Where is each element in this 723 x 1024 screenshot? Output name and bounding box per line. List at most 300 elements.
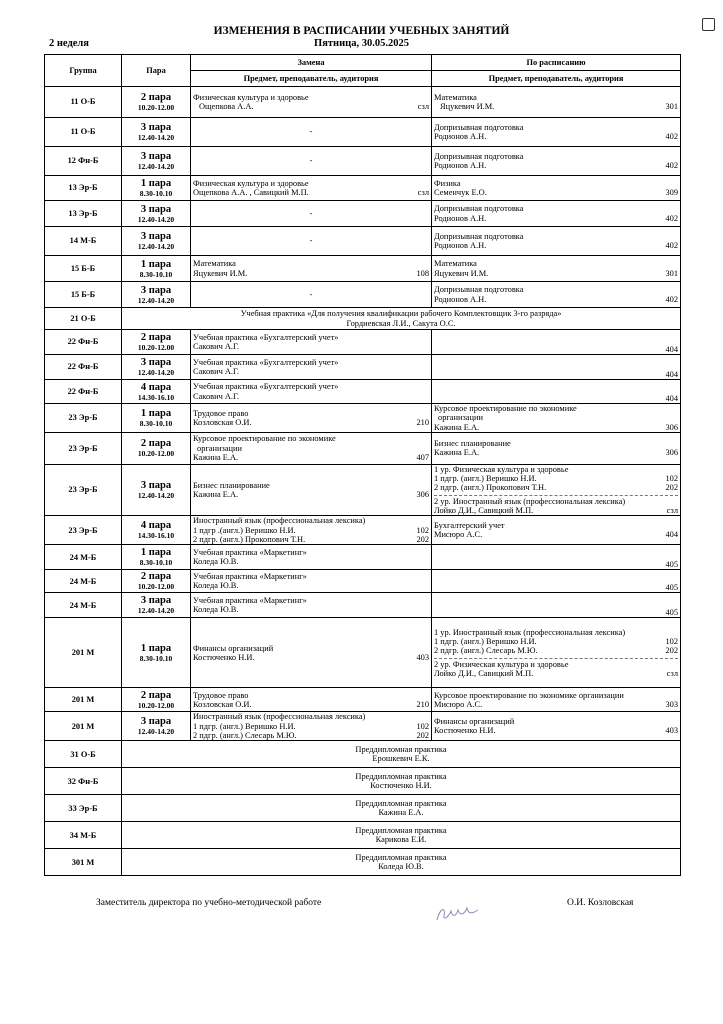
replacement-cell [191, 516, 432, 545]
subgroup-line-room: 202 [665, 483, 678, 493]
no-replacement-dash: - [309, 289, 313, 299]
group-cell: 13 Эр-Б [45, 201, 122, 227]
lesson-subject: Курсовое проектирование по экономике [434, 404, 577, 413]
pair-time: 8.30-10.10 [139, 558, 173, 568]
group-cell: 23 Эр-Б [45, 464, 122, 515]
pair-cell [122, 147, 191, 176]
pair-number: 2 пара [140, 438, 172, 450]
teacher-line [434, 161, 678, 170]
schedule-row [45, 118, 681, 147]
schedule-row [45, 516, 681, 545]
pair-number: 2 пара [140, 689, 172, 701]
group-cell: 32 Фн-Б [45, 768, 122, 795]
practice-teachers: Карикова Е.И. [375, 835, 427, 845]
schedule-row [45, 545, 681, 570]
subgroup-line-room: 102 [416, 721, 429, 731]
teacher-line-room: сзл [417, 102, 429, 111]
replacement-cell [191, 176, 432, 201]
original-cell [432, 432, 681, 464]
teacher-line [193, 557, 429, 566]
pair-number: 3 пара [140, 231, 172, 242]
teacher-line [434, 345, 678, 354]
pair-cell [122, 201, 191, 227]
group-cell: 33 Эр-Б [45, 795, 122, 822]
teacher-line-text: Родионов А.Н. [434, 132, 487, 141]
teacher-line [434, 214, 678, 223]
subgroup-line-text: 2 пдгр. (англ.) Слесарь М.Ю. [434, 646, 538, 656]
replacement-cell [191, 118, 432, 147]
merged-practice-cell [122, 849, 681, 876]
original-cell [432, 201, 681, 227]
pair-cell [122, 330, 191, 355]
teacher-line-text: Семенчук Е.О. [434, 188, 487, 197]
pair-cell [122, 593, 191, 618]
practice-title: Преддипломная практика [355, 825, 447, 835]
pair-time: 12.40-14.20 [137, 295, 175, 305]
col-schedule-subheader: Предмет, преподаватель, аудитория [432, 71, 681, 87]
teacher-line-room: 306 [665, 448, 678, 458]
teacher-line-text: Мисюро А.С. [434, 530, 483, 540]
group-cell: 22 Фн-Б [45, 355, 122, 380]
lesson-subject-cont: организации [438, 413, 483, 423]
lesson-subject: Физическая культура и здоровье [193, 92, 309, 102]
teacher-line [434, 102, 678, 111]
replacement-cell [191, 380, 432, 404]
subgroup-line-text: 2 пдгр. (англ.) Прокопович Т.Н. [193, 535, 306, 545]
pair-number: 4 пара [140, 520, 172, 532]
col-change-header: Замена [191, 55, 432, 71]
lesson-subject: Допризывная подготовка [434, 285, 524, 295]
teacher-line [434, 394, 678, 403]
teacher-line [193, 653, 429, 662]
lesson-subject: Допризывная подготовка [434, 204, 524, 214]
teacher-line [434, 132, 678, 141]
pair-time: 12.40-14.20 [137, 491, 175, 501]
teacher-line-text: Родионов А.Н. [434, 161, 487, 170]
schedule-row [45, 464, 681, 515]
lesson-subject: Учебная практика «Бухгалтерский учет» [193, 332, 339, 342]
teacher-line-text: Яцукевич И.М. [440, 102, 495, 111]
schedule-row [45, 712, 681, 741]
col-change-subheader: Предмет, преподаватель, аудитория [191, 71, 432, 87]
lesson-subject: Курсовое проектирование по экономике [193, 434, 336, 444]
teacher-line-text: Козловская О.И. [193, 417, 252, 427]
original-cell [432, 355, 681, 380]
subgroup-line [434, 483, 678, 492]
pair-cell [122, 87, 191, 118]
lesson-subject: Иностранный язык (профессиональная лексика) [193, 516, 366, 526]
teacher-line [434, 423, 678, 432]
group-cell: 34 М-Б [45, 822, 122, 849]
divider [434, 495, 678, 496]
pair-number: 3 пара [140, 151, 172, 162]
teacher-line-room: 402 [665, 294, 678, 304]
no-replacement-dash: - [309, 127, 313, 137]
group-cell: 31 О-Б [45, 741, 122, 768]
original-cell [432, 118, 681, 147]
replacement-cell [191, 464, 432, 515]
teacher-line-text: Яцукевич И.М. [193, 268, 248, 278]
subgroup-line-room: 202 [416, 730, 429, 740]
lesson-subject: Физическая культура и здоровье [193, 178, 309, 188]
subgroup-line-room: 102 [416, 525, 429, 535]
original-cell [432, 256, 681, 282]
schedule-row [45, 741, 681, 768]
day-date: Пятница, 30.05.2025 [314, 38, 409, 49]
teacher-line-room: 309 [665, 188, 678, 197]
lesson-subject: Бизнес планирование [434, 439, 511, 449]
teacher-line-text: Сакович А.Г. [193, 342, 240, 351]
teacher-line-room: 402 [665, 241, 678, 250]
lesson-subject: Финансы организаций [193, 643, 274, 653]
teacher-line-text: Кажина Е.А. [434, 448, 480, 458]
lesson-subject: Финансы организаций [434, 717, 515, 727]
schedule-row [45, 849, 681, 876]
lesson-subject: Учебная практика «Бухгалтерский учет» [193, 382, 339, 392]
schedule-row [45, 593, 681, 618]
lesson-subject: Математика [434, 259, 477, 269]
pair-cell [122, 282, 191, 308]
pair-cell [122, 355, 191, 380]
subgroup-line-text: 1 пдгр. (англ.) Веришко Н.И. [434, 636, 537, 646]
replacement-cell [191, 87, 432, 118]
teacher-line-room: 407 [416, 453, 429, 463]
replacement-cell [191, 593, 432, 618]
week-label: 2 неделя [49, 38, 89, 49]
pair-cell [122, 404, 191, 433]
teacher-line [193, 418, 429, 427]
teacher-line-text: Родионов А.Н. [434, 294, 487, 304]
group-cell: 14 М-Б [45, 227, 122, 256]
teacher-line [434, 448, 678, 457]
subgroup-line [193, 722, 429, 731]
original-cell [432, 464, 681, 515]
subgroup-line-room: 102 [665, 636, 678, 646]
pair-time: 12.40-14.20 [137, 214, 175, 224]
replacement-cell [191, 282, 432, 308]
teacher-line-room: 403 [416, 652, 429, 662]
teacher-line-room: 403 [665, 726, 678, 736]
teacher-line [434, 241, 678, 250]
original-cell [432, 176, 681, 201]
teacher-line-text: Сакович А.Г. [193, 391, 240, 401]
schedule-row [45, 87, 681, 118]
pair-number: 1 пара [140, 642, 172, 654]
replacement-cell [191, 147, 432, 176]
document-logo-icon [702, 18, 715, 31]
pair-time: 8.30-10.10 [139, 653, 173, 663]
teacher-line [193, 490, 429, 499]
merged-practice-cell [122, 741, 681, 768]
teacher-line-room: 301 [665, 102, 678, 111]
pair-cell [122, 516, 191, 545]
subgroup-line [434, 637, 678, 646]
group-cell: 201 М [45, 712, 122, 741]
teacher-line-room: 108 [416, 268, 429, 278]
merged-practice-cell [122, 768, 681, 795]
lesson-subject: Учебная практика «Маркетинг» [193, 548, 307, 558]
replacement-cell [191, 712, 432, 741]
pair-time: 10.20-12.00 [137, 700, 175, 710]
teacher-line [193, 342, 429, 351]
lesson-subject: Курсовое проектирование по экономике организации [434, 690, 624, 700]
pair-cell [122, 545, 191, 570]
practice-teachers: Гордиевская Л.И., Сакута О.С. [346, 318, 456, 328]
teacher-line [434, 188, 678, 197]
group-cell: 201 М [45, 618, 122, 688]
pair-number: 3 пара [140, 595, 172, 607]
pair-number: 1 пара [140, 407, 172, 419]
teacher-line-room: 404 [665, 393, 678, 403]
teacher-line-text: Кажина Е.А. [193, 453, 239, 463]
practice-teachers: Кажина Е.А. [378, 808, 424, 818]
practice-teachers: Ерошкевич Е.К. [372, 754, 430, 764]
subgroup-line-text: 2 пдгр. (англ.) Прокопович Т.Н. [434, 483, 547, 493]
teacher-line-room: 402 [665, 213, 678, 223]
pair-time: 12.40-14.20 [137, 368, 175, 377]
schedule-table [44, 54, 681, 876]
teacher-line-text: Коледа Ю.В. [193, 581, 239, 591]
pair-time: 14.30-16.10 [137, 392, 175, 402]
signatory-name: О.И. Козловская [567, 898, 634, 908]
replacement-cell [191, 355, 432, 380]
lesson-subject: Трудовое право [193, 408, 249, 418]
subgroup-line-text: 1 пдгр .(англ.) Веришко Н.И. [193, 525, 296, 535]
lesson-subject: Физика [434, 178, 461, 188]
group-cell: 23 Эр-Б [45, 516, 122, 545]
schedule-row [45, 688, 681, 712]
teacher-line [434, 530, 678, 539]
teacher-line-text: Коледа Ю.В. [193, 557, 239, 567]
teacher-line-text: Сакович А.Г. [193, 367, 240, 376]
lesson-subject-cont: организации [197, 443, 242, 453]
col-pair-header: Пара [122, 55, 191, 87]
lesson-subject: Допризывная подготовка [434, 151, 524, 161]
pair-time: 8.30-10.10 [139, 418, 173, 428]
group-cell: 21 О-Б [45, 308, 122, 330]
pair-time: 12.40-14.20 [137, 242, 175, 251]
pair-number: 2 пара [140, 92, 172, 103]
col-group-header: Группа [45, 55, 122, 87]
subgroup-line [434, 474, 678, 483]
practice-title: Учебная практика «Для получения квалификации рабочего Комплектовщик 3-го разряда» [240, 309, 562, 319]
replacement-cell [191, 227, 432, 256]
pair-time: 8.30-10.10 [139, 269, 173, 279]
pair-number: 3 пара [140, 203, 172, 215]
teacher-line-text: Костюченко Н.И. [193, 652, 255, 662]
pair-cell [122, 464, 191, 515]
teacher-line-room: 210 [416, 417, 429, 427]
teacher-line-room: 404 [665, 530, 678, 540]
teacher-line-text: Кажина Е.А. [434, 422, 480, 432]
teacher-line [434, 726, 678, 735]
original-cell [432, 380, 681, 404]
practice-teachers: Коледа Ю.В. [378, 862, 424, 872]
group-cell: 15 Б-Б [45, 256, 122, 282]
pair-time: 12.40-14.20 [137, 133, 175, 142]
group-cell: 11 О-Б [45, 118, 122, 147]
pair-number: 3 пара [140, 284, 172, 296]
practice-title: Преддипломная практика [355, 744, 447, 754]
pair-number: 1 пара [140, 258, 172, 270]
teacher-line-room: 402 [665, 161, 678, 170]
teacher-line-text: Лойко Д.И., Савицкий М.П. [434, 506, 534, 516]
teacher-line-text: Родионов А.Н. [434, 241, 487, 250]
teacher-line [434, 370, 678, 379]
schedule-row [45, 404, 681, 433]
group-cell: 22 Фн-Б [45, 380, 122, 404]
group-cell: 23 Эр-Б [45, 404, 122, 433]
pair-number: 3 пара [140, 480, 172, 492]
lesson-subject: Учебная практика «Маркетинг» [193, 572, 307, 582]
pair-number: 2 пара [140, 332, 172, 343]
original-cell [432, 618, 681, 688]
pair-cell [122, 227, 191, 256]
subgroup-line-room: 102 [665, 474, 678, 484]
teacher-line-room: 306 [416, 490, 429, 500]
schedule-row [45, 308, 681, 330]
subgroup-line-room: 202 [665, 646, 678, 656]
replacement-cell [191, 618, 432, 688]
group-cell: 15 Б-Б [45, 282, 122, 308]
subgroup-line [193, 731, 429, 740]
teacher-line-text: Кажина Е.А. [193, 490, 239, 500]
teacher-line [193, 188, 429, 197]
lesson-subject: Учебная практика «Бухгалтерский учет» [193, 357, 339, 367]
teacher-line-room: 405 [665, 583, 678, 593]
teacher-line-room: 303 [665, 699, 678, 709]
pair-number: 3 пара [140, 716, 172, 728]
teacher-line-room: 402 [665, 132, 678, 141]
col-schedule-header: По расписанию [432, 55, 681, 71]
teacher-line [434, 583, 678, 592]
teacher-line-text: Коледа Ю.В. [193, 605, 239, 615]
original-cell [432, 712, 681, 741]
group-cell: 24 М-Б [45, 545, 122, 570]
group-cell: 301 М [45, 849, 122, 876]
schedule-row [45, 795, 681, 822]
pair-number: 3 пара [140, 122, 172, 133]
original-cell [432, 147, 681, 176]
pair-cell [122, 256, 191, 282]
teacher-line [434, 269, 678, 278]
pair-number: 1 пара [140, 178, 172, 189]
lesson-subject: Допризывная подготовка [434, 122, 524, 132]
group-cell: 24 М-Б [45, 570, 122, 593]
practice-title: Преддипломная практика [355, 771, 447, 781]
schedule-body [45, 87, 681, 876]
replacement-cell [191, 404, 432, 433]
pair-cell [122, 570, 191, 593]
teacher-line [193, 581, 429, 590]
pair-number: 1 пара [140, 547, 172, 559]
subgroup-line-text: 1 пдгр. (англ.) Веришко Н.И. [434, 474, 537, 484]
pair-time: 14.30-16.10 [137, 531, 175, 541]
replacement-cell [191, 256, 432, 282]
merged-practice-cell [122, 308, 681, 330]
practice-title: Преддипломная практика [355, 852, 447, 862]
replacement-cell [191, 330, 432, 355]
original-cell [432, 330, 681, 355]
lesson-subject: Иностранный язык (профессиональная лексика) [193, 712, 366, 722]
pair-cell [122, 712, 191, 741]
teacher-line [434, 669, 678, 678]
replacement-cell [191, 570, 432, 593]
schedule-row [45, 768, 681, 795]
schedule-row [45, 618, 681, 688]
schedule-row [45, 822, 681, 849]
pair-cell [122, 380, 191, 404]
original-cell [432, 570, 681, 593]
pair-time: 12.40-14.20 [137, 727, 175, 737]
teacher-line [193, 605, 429, 614]
subgroup-line [193, 526, 429, 535]
schedule-row [45, 282, 681, 308]
subgroup-line [193, 535, 429, 544]
schedule-row [45, 380, 681, 404]
teacher-line-text: Родионов А.Н. [434, 213, 487, 223]
signature [434, 902, 480, 924]
pair-time: 10.20-12.00 [137, 449, 175, 459]
original-cell [432, 516, 681, 545]
original-cell [432, 404, 681, 433]
pair-number: 4 пара [140, 381, 172, 393]
teacher-line-room: 306 [665, 422, 678, 432]
teacher-line-text: Ощепкова А.А. , Савицкий М.П. [193, 188, 309, 197]
pair-time: 10.20-12.00 [137, 343, 175, 352]
teacher-line [193, 700, 429, 709]
lesson-subject: Бизнес планирование [193, 480, 270, 490]
pair-time: 10.20-12.00 [137, 582, 175, 592]
no-replacement-dash: - [309, 208, 313, 218]
teacher-line [434, 560, 678, 569]
lesson-subject-level2: 2 ур. Иностранный язык (профессиональная лексика) [434, 496, 626, 506]
teacher-line [434, 506, 678, 515]
schedule-row [45, 176, 681, 201]
teacher-line [434, 295, 678, 304]
teacher-line [193, 269, 429, 278]
lesson-subject: Бухгалтерский учет [434, 521, 505, 531]
schedule-row [45, 147, 681, 176]
pair-time: 12.40-14.20 [137, 606, 175, 616]
group-cell: 24 М-Б [45, 593, 122, 618]
original-cell [432, 87, 681, 118]
practice-teachers: Костюченко Н.И. [370, 781, 432, 791]
teacher-line-text: Мисюро А.С. [434, 699, 483, 709]
teacher-line-text: Ощепкова А.А. [199, 102, 254, 111]
replacement-cell [191, 545, 432, 570]
lesson-subject-level2: 2 ур. Физическая культура и здоровье [434, 659, 569, 669]
teacher-line [193, 102, 429, 111]
replacement-cell [191, 688, 432, 712]
schedule-row [45, 330, 681, 355]
lesson-subject: Трудовое право [193, 690, 249, 700]
pair-number: 2 пара [140, 571, 172, 583]
group-cell: 23 Эр-Б [45, 432, 122, 464]
replacement-cell [191, 201, 432, 227]
pair-time: 12.40-14.20 [137, 162, 175, 171]
teacher-line [434, 700, 678, 709]
practice-title: Преддипломная практика [355, 798, 447, 808]
teacher-line [193, 367, 429, 376]
lesson-subject: Учебная практика «Маркетинг» [193, 596, 307, 606]
no-replacement-dash: - [309, 236, 313, 246]
teacher-line [193, 392, 429, 401]
teacher-line-room: сзл [666, 506, 678, 516]
pair-time: 10.20-12.00 [137, 103, 175, 112]
original-cell [432, 545, 681, 570]
teacher-line-room: 210 [416, 699, 429, 709]
